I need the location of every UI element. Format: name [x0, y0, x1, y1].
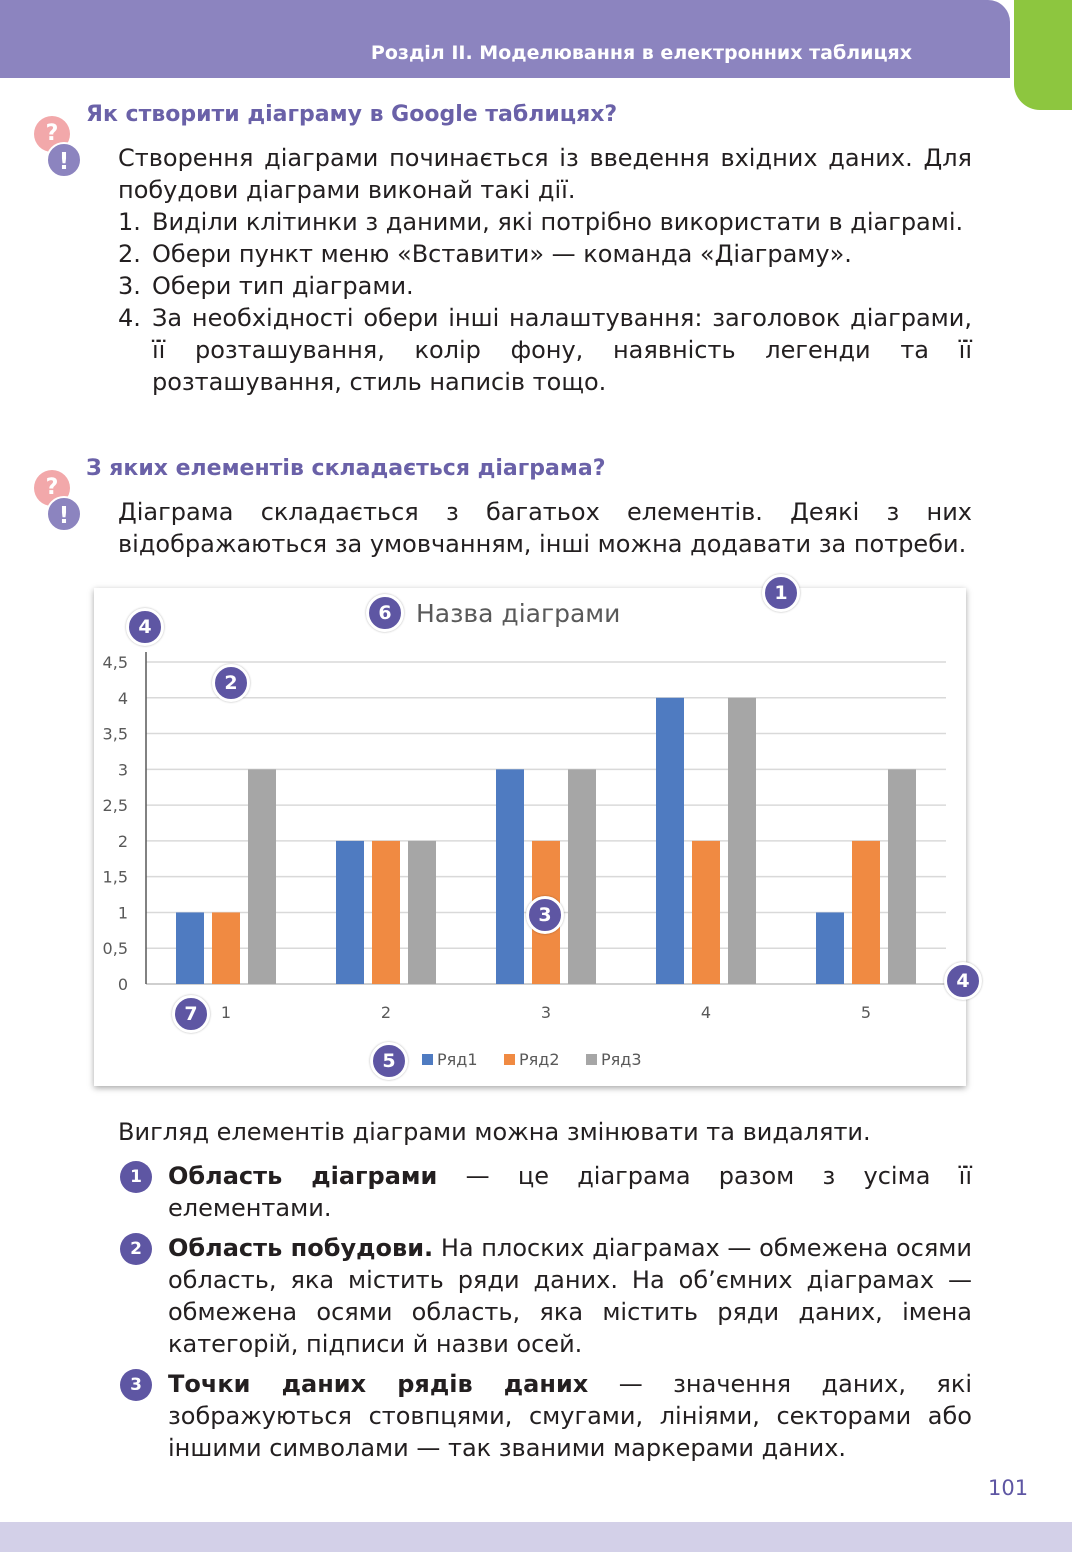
step-item: 1. Виділи клітинки з даними, які потрібно використати в діаграмі. [118, 208, 964, 236]
bar-Ряд1-3 [496, 769, 524, 984]
legend-swatch [422, 1054, 433, 1065]
chart-title: Назва діаграми [416, 599, 621, 628]
question-exclamation-icon [32, 470, 84, 532]
exclamation-mark-icon: ! [46, 496, 82, 532]
section2-heading: З яких елементів складається діаграма? [86, 456, 606, 481]
steps-list [118, 206, 972, 398]
x-tick-label: 3 [540, 1003, 552, 1022]
step-item: 4. За необхідності обери інші налаштування: заголовок діаграми, її розташування, колір фону, наявність легенди та її розташування, стиль написів тощо. [118, 304, 972, 396]
y-tick-label: 3,5 [102, 724, 128, 744]
chart-area [94, 588, 966, 1086]
bar-Ряд3-2 [408, 841, 436, 984]
bar-chart [94, 588, 966, 1086]
legend-swatch [586, 1054, 597, 1065]
marker-chart-title: 6 [366, 594, 404, 632]
legend-label: Ряд3 [601, 1050, 642, 1069]
marker-data-points: 3 [526, 896, 564, 934]
question-exclamation-icon [32, 116, 84, 178]
bar-Ряд3-3 [568, 769, 596, 984]
marker-axis-vertical: 4 [126, 608, 164, 646]
definition-number: 3 [120, 1369, 152, 1401]
exclamation-mark-icon: ! [46, 142, 82, 178]
bar-Ряд3-4 [728, 698, 756, 984]
definition-item: Область побудови. На плоских діаграмах — обмежена осями область, яка містить ряди даних. На об’ємних діаграмах — обмежена осями область, яка містить ряди даних, імена категорій, підписи й назви осей. [168, 1234, 972, 1358]
bar-Ряд2-4 [692, 841, 720, 984]
y-tick-label: 4,5 [102, 653, 128, 672]
section1-heading: Як створити діаграму в Google таблицях? [86, 102, 618, 127]
bar-Ряд2-1 [212, 912, 240, 984]
legend-swatch [504, 1054, 515, 1065]
x-tick-label: 2 [380, 1003, 392, 1022]
bar-Ряд1-1 [176, 912, 204, 984]
marker-axis-labels: 7 [172, 995, 210, 1033]
after-chart-text: Вигляд елементів діаграми можна змінювати та видаляти. [118, 1118, 871, 1146]
page-number: 101 [988, 1476, 1029, 1500]
question-mark-icon: ? [34, 116, 70, 152]
question-mark-icon: ? [34, 470, 70, 506]
bar-Ряд3-5 [888, 769, 916, 984]
marker-chart-area: 1 [762, 574, 800, 612]
y-tick-label: 0,5 [102, 939, 128, 959]
definition-number: 2 [120, 1233, 152, 1265]
section-title: Розділ ІІ. Моделювання в електронних таблицях [370, 42, 912, 64]
bar-Ряд1-2 [336, 841, 364, 984]
legend-label: Ряд2 [519, 1050, 560, 1069]
section2-intro: Діаграма складається з багатьох елементів. Деякі з них відображаються за умовчанням, інші можна додавати за потреби. [118, 498, 972, 558]
step-item: 2. Обери пункт меню «Вставити» — команда «Діаграму». [118, 240, 852, 268]
y-tick-label: 1,5 [102, 867, 128, 887]
y-tick-label: 3 [117, 760, 128, 780]
bar-Ряд1-5 [816, 912, 844, 984]
header-bar [0, 0, 1010, 78]
section1-intro: Створення діаграми починається із введення вхідних даних. Для побудови діаграми виконай такі дії. [118, 144, 972, 204]
y-tick-label: 0 [117, 975, 128, 994]
marker-legend: 5 [370, 1042, 408, 1080]
footer-bar [0, 1522, 1072, 1552]
x-tick-label: 4 [700, 1003, 712, 1022]
y-tick-label: 4 [117, 688, 128, 708]
x-tick-label: 5 [860, 1003, 872, 1022]
x-tick-label: 1 [220, 1003, 232, 1022]
definition-item: Область діаграми — це діаграма разом з усіма її елементами. [168, 1162, 972, 1222]
bar-Ряд1-4 [656, 698, 684, 984]
bar-Ряд3-1 [248, 769, 276, 984]
marker-axis-horizontal: 4 [944, 962, 982, 1000]
green-tab [1014, 0, 1072, 110]
bar-Ряд2-5 [852, 841, 880, 984]
marker-plot-area: 2 [212, 664, 250, 702]
y-tick-label: 2,5 [102, 796, 128, 816]
y-tick-label: 1 [117, 903, 128, 923]
definition-number: 1 [120, 1161, 152, 1193]
step-item: 3. Обери тип діаграми. [118, 272, 414, 300]
y-tick-label: 2 [117, 831, 128, 851]
definition-item: Точки даних рядів даних — значення даних, які зображуються стовпцями, смугами, лініями, секторами або іншими символами — так званими маркерами даних. [168, 1370, 972, 1462]
legend-label: Ряд1 [437, 1050, 478, 1069]
bar-Ряд2-2 [372, 841, 400, 984]
